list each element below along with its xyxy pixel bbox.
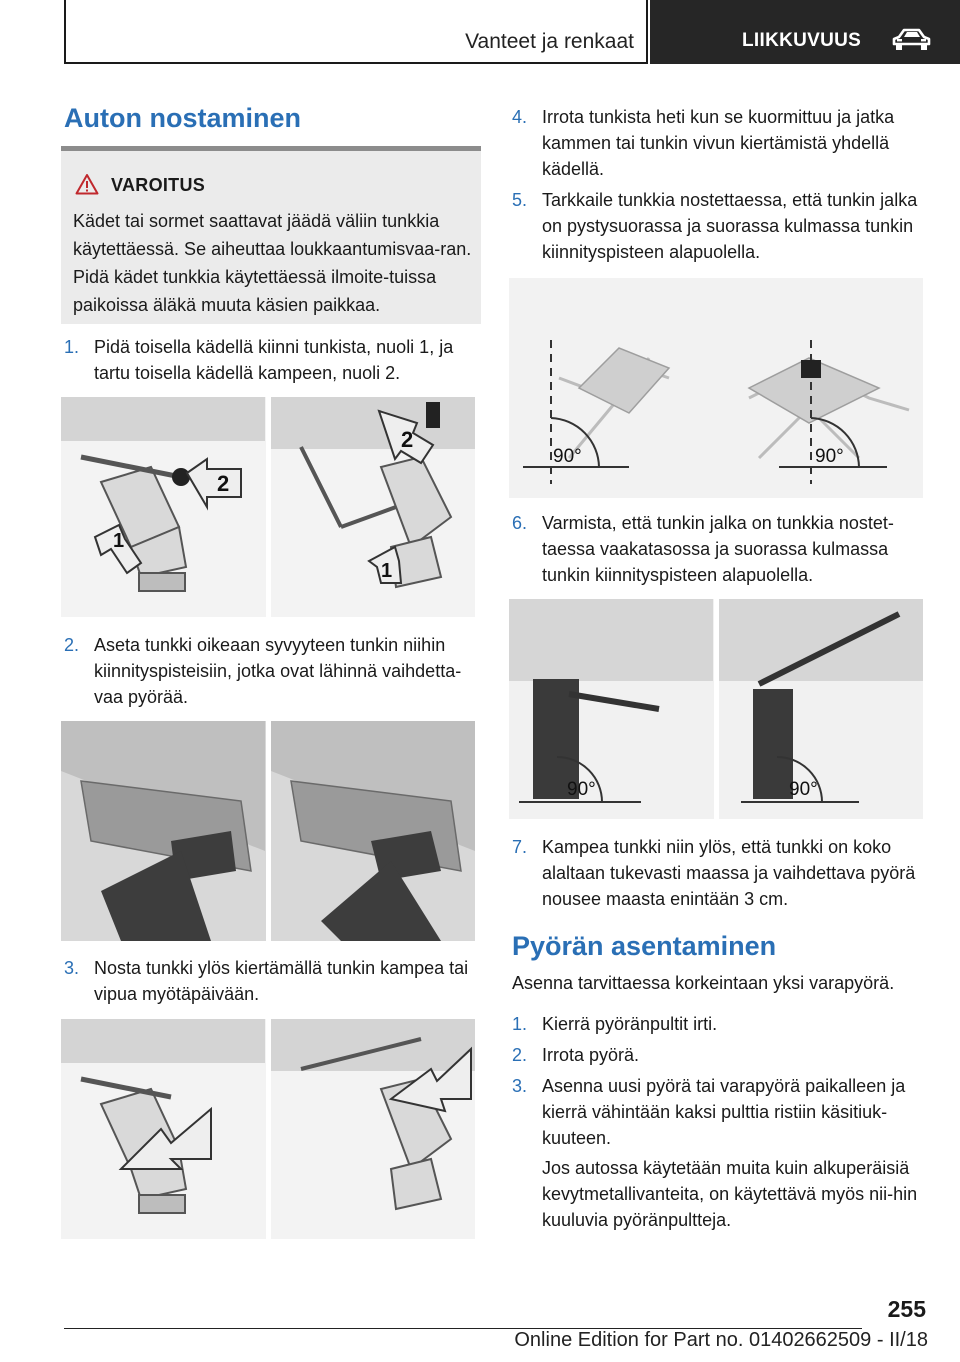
figure-jack-crank: [61, 1019, 475, 1239]
step-text: Aseta tunkki oikeaan syvyyteen tunkin niihin kiinnityspisteisiin, jotka ovat lähinnä vaihdetta-vaa pyörää.: [94, 635, 462, 707]
angle-label: 90°: [567, 779, 596, 800]
figure-jack-level-angle: [509, 599, 923, 819]
section-tab: [64, 0, 648, 64]
figure-jack-vertical-angle: [509, 278, 923, 498]
step-number: 2.: [64, 635, 80, 655]
step-text: Kampea tunkki niin ylös, että tunkki on koko alaltaan tukevasti maassa ja vaihdettava pyörä nousee maasta enintään 3 cm.: [542, 837, 916, 909]
step-number: 3.: [64, 958, 80, 978]
step-text: Pidä toisella kädellä kiinni tunkista, nuoli 1, ja tartu toisella kädellä kampeen, nuoli 2.: [94, 337, 454, 383]
step-number: 1.: [64, 337, 80, 357]
angle-label: 90°: [789, 779, 818, 800]
step-number: 1.: [512, 1014, 528, 1034]
warning-title: VAROITUS: [111, 175, 206, 195]
step-number: 3.: [512, 1076, 528, 1096]
step-number: 6.: [512, 513, 528, 533]
step-number: 5.: [512, 190, 528, 210]
arrow-label-1b: 1: [381, 560, 393, 582]
warning-box: [61, 146, 481, 324]
step-number: 7.: [512, 837, 528, 857]
step-note: Jos autossa käytetään muita kuin alkuperäisiä kevytmetallivanteita, on käytettävä myös nii-hin kuuluvia pyöränpultteja.: [542, 1158, 918, 1230]
arrow-label-2b: 2: [401, 427, 414, 452]
section-heading-mounting: Pyörän asentaminen: [512, 931, 777, 961]
warning-text: Kädet tai sormet saattavat jäädä väliin tunkkia käytettäessä. Se aiheuttaa loukkaantumisvaa-ran. Pidä kädet tunkkia käytettäessä ilmoite-tuissa paikoissa äläkä muuta käsien paikkaa.: [73, 211, 472, 315]
warning-triangle-icon: [75, 173, 99, 195]
step-text: Irrota pyörä.: [542, 1045, 640, 1065]
step-text: Kierrä pyöränpultit irti.: [542, 1014, 718, 1034]
car-icon: [890, 26, 932, 52]
figure-jack-mount-point: [61, 721, 475, 941]
section-title: Vanteet ja renkaat: [465, 30, 634, 53]
arrow-label-1: 1: [113, 530, 125, 552]
figure-jack-hold: [61, 397, 475, 617]
page-header: [64, 0, 960, 64]
chapter-tab: [650, 0, 960, 64]
footer-edition: Online Edition for Part no. 01402662509 - II/18: [514, 1329, 928, 1351]
step-number: 2.: [512, 1045, 528, 1065]
step-text: Nosta tunkki ylös kiertämällä tunkin kampea tai vipua myötäpäivään.: [94, 958, 469, 1004]
section-heading-jacking: Auton nostaminen: [64, 103, 301, 133]
section-intro: Asenna tarvittaessa korkeintaan yksi varapyörä.: [512, 973, 895, 993]
step-number: 4.: [512, 107, 528, 127]
angle-label: 90°: [553, 446, 582, 467]
step-text: Irrota tunkista heti kun se kuormittuu ja jatka kammen tai tunkin vivun kiertämistä yhdellä kädellä.: [542, 107, 895, 179]
step-text: Asenna uusi pyörä tai varapyörä paikalleen ja kierrä vähintään kaksi pulttia ristiin käsitiuk-kuuteen.: [542, 1076, 906, 1148]
chapter-title: LIIKKUVUUS: [742, 30, 862, 51]
angle-label: 90°: [815, 446, 844, 467]
arrow-label-2: 2: [217, 471, 230, 496]
step-text: Varmista, että tunkin jalka on tunkkia nostet-taessa vaakatasossa ja suorassa kulmassa tunkin kiinnityspisteen alapuolella.: [542, 513, 894, 585]
page-number: 255: [887, 1296, 926, 1322]
step-text: Tarkkaile tunkkia nostettaessa, että tunkin jalka on pystysuorassa ja suorassa kulmassa tunkin kiinnityspisteen alapuolella.: [542, 190, 918, 262]
